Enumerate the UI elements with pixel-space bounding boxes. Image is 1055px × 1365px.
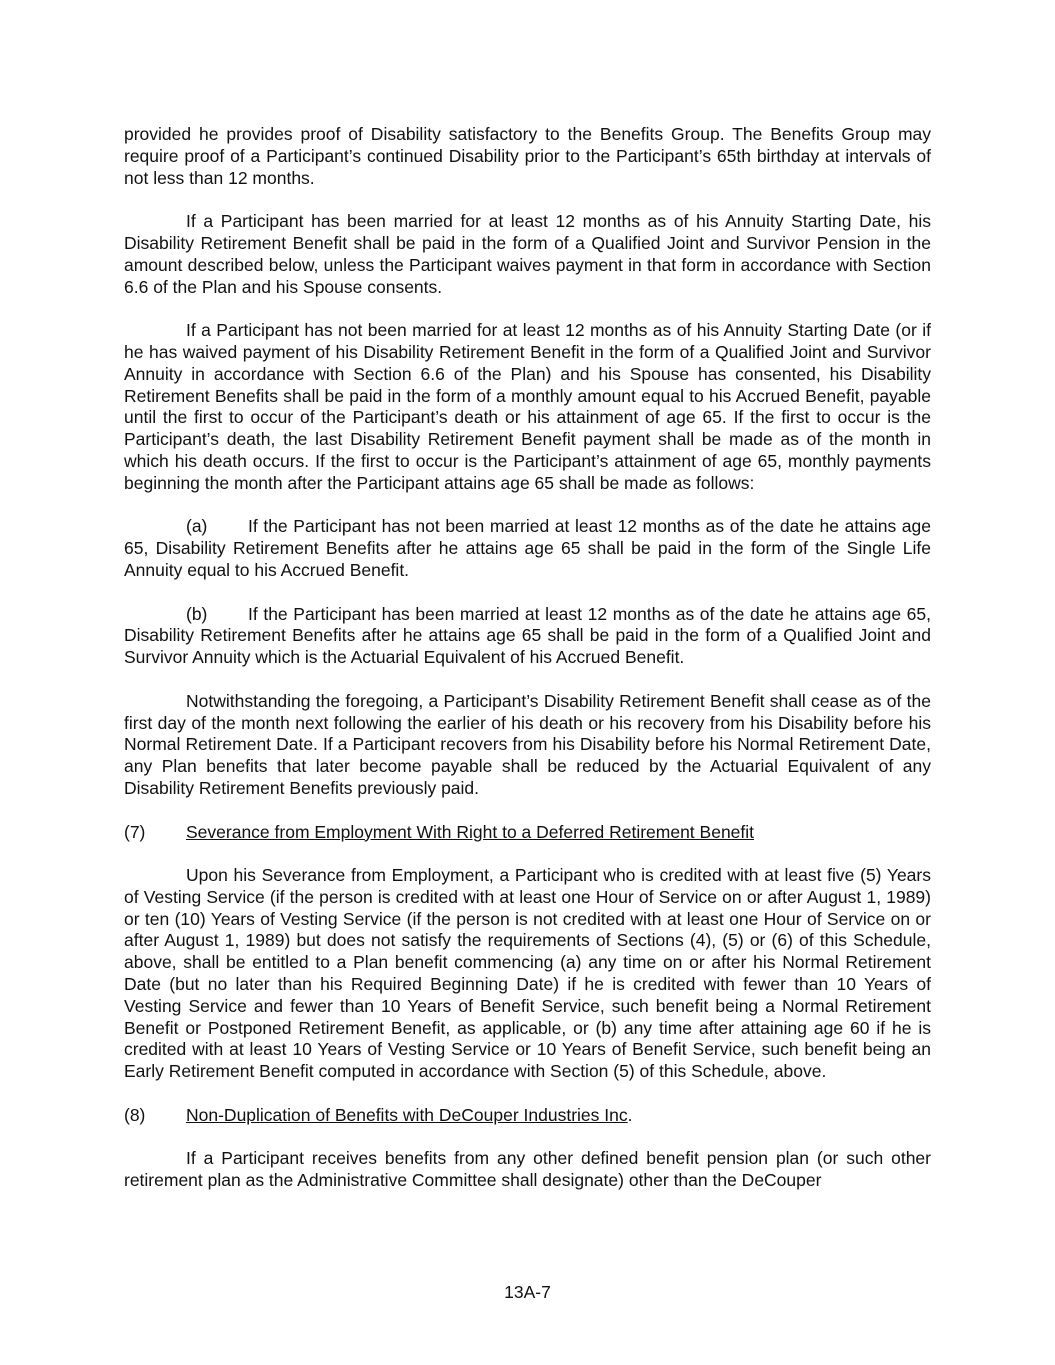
section-7-number: (7): [124, 821, 146, 842]
paragraph-severance: Upon his Severance from Employment, a Participant who is credited with at least five (5) Years of Vesting Service (if the person is credited with at least one Hour of Service on or after August 1, 1989) or ten (10) Years of Vesting Service (if the person is not credited with at least one Hour of Service on or after August 1, 1989) but does not satisfy the requirements of Sections (4), (5) or (6) of this Schedule, above, shall be entitled to a Plan benefit commencing (a) any time on or after his Normal Retirement Date (but no later than his Required Beginning Date) if he is credited with fewer than 10 Years of Vesting Service and fewer than 10 Years of Benefit Service, such benefit being a Normal Retirement Benefit or Postponed Retirement Benefit, as applicable, or (b) any time after attaining age 60 if he is credited with at least 10 Years of Vesting Service or 10 Years of Benefit Service, such benefit being an Early Retirement Benefit computed in accordance with Section (5) of this Schedule, above.: [124, 865, 931, 1082]
section-heading-7: [124, 822, 931, 844]
section-8-period: .: [627, 1104, 633, 1125]
paragraph-disability-proof: provided he provides proof of Disability satisfactory to the Benefits Group. The Benefits Group may require proof of a Participant’s continued Disability prior to the Participant’s 65th birthday at intervals of not less than 12 months.: [124, 124, 931, 188]
paragraph-married-form: If a Participant has been married for at least 12 months as of his Annuity Starting Date, his Disability Retirement Benefit shall be paid in the form of a Qualified Joint and Survivor Pension in the amount described below, unless the Participant waives payment in that form in accordance with Section 6.6 of the Plan and his Spouse consents.: [124, 211, 931, 297]
list-item-a-text: If the Participant has not been married at least 12 months as of the date he attains age 65, Disability Retirement Benefits after he attains age 65 shall be paid in the form of the Single Life Annuity equal to his Accrued Benefit.: [124, 516, 931, 580]
list-item-a: [124, 516, 931, 581]
page-number: 13A-7: [504, 1282, 551, 1302]
list-item-b-text: If the Participant has been married at least 12 months as of the date he attains age 65, Disability Retirement Benefits after he attains age 65 shall be paid in the form of a Qualified Joint and Survivor Annuity which is the Actuarial Equivalent of his Accrued Benefit.: [124, 603, 931, 668]
paragraph-non-duplication: If a Participant receives benefits from any other defined benefit pension plan (or such other retirement plan as the Administrative Committee shall designate) other than the DeCouper: [124, 1148, 931, 1191]
paragraph-notwithstanding: Notwithstanding the foregoing, a Participant’s Disability Retirement Benefit shall cease as of the first day of the month next following the earlier of his death or his recovery from his Disability before his Normal Retirement Date. If a Participant recovers from his Disability before his Normal Retirement Date, any Plan benefits that later become payable shall be reduced by the Actuarial Equivalent of any Disability Retirement Benefits previously paid.: [124, 690, 931, 798]
section-8-number: (8): [124, 1104, 146, 1125]
paragraph-not-married-form: If a Participant has not been married for at least 12 months as of his Annuity Starting Date (or if he has waived payment of his Disability Retirement Benefit in the form of a Qualified Joint and Survivor Annuity in accordance with Section 6.6 of the Plan) and his Spouse has consented, his Disability Retirement Benefits shall be paid in the form of a monthly amount equal to his Accrued Benefit, payable until the first to occur of the Participant’s death or his attainment of age 65. If the first to occur is the Participant’s death, the last Disability Retirement Benefit payment shall be made as of the month in which his death occurs. If the first to occur is the Participant’s attainment of age 65, monthly payments beginning the month after the Participant attains age 65 shall be made as follows:: [124, 320, 931, 493]
list-item-b: [124, 604, 931, 669]
section-7-title: Severance from Employment With Right to a Deferred Retirement Benefit: [186, 821, 755, 842]
list-item-b-label: (b): [186, 603, 208, 624]
document-page: [124, 124, 931, 1192]
section-heading-8: [124, 1105, 931, 1127]
section-8-title: Non-Duplication of Benefits with DeCouper Industries Inc: [186, 1104, 628, 1125]
list-item-a-label: (a): [186, 516, 208, 537]
